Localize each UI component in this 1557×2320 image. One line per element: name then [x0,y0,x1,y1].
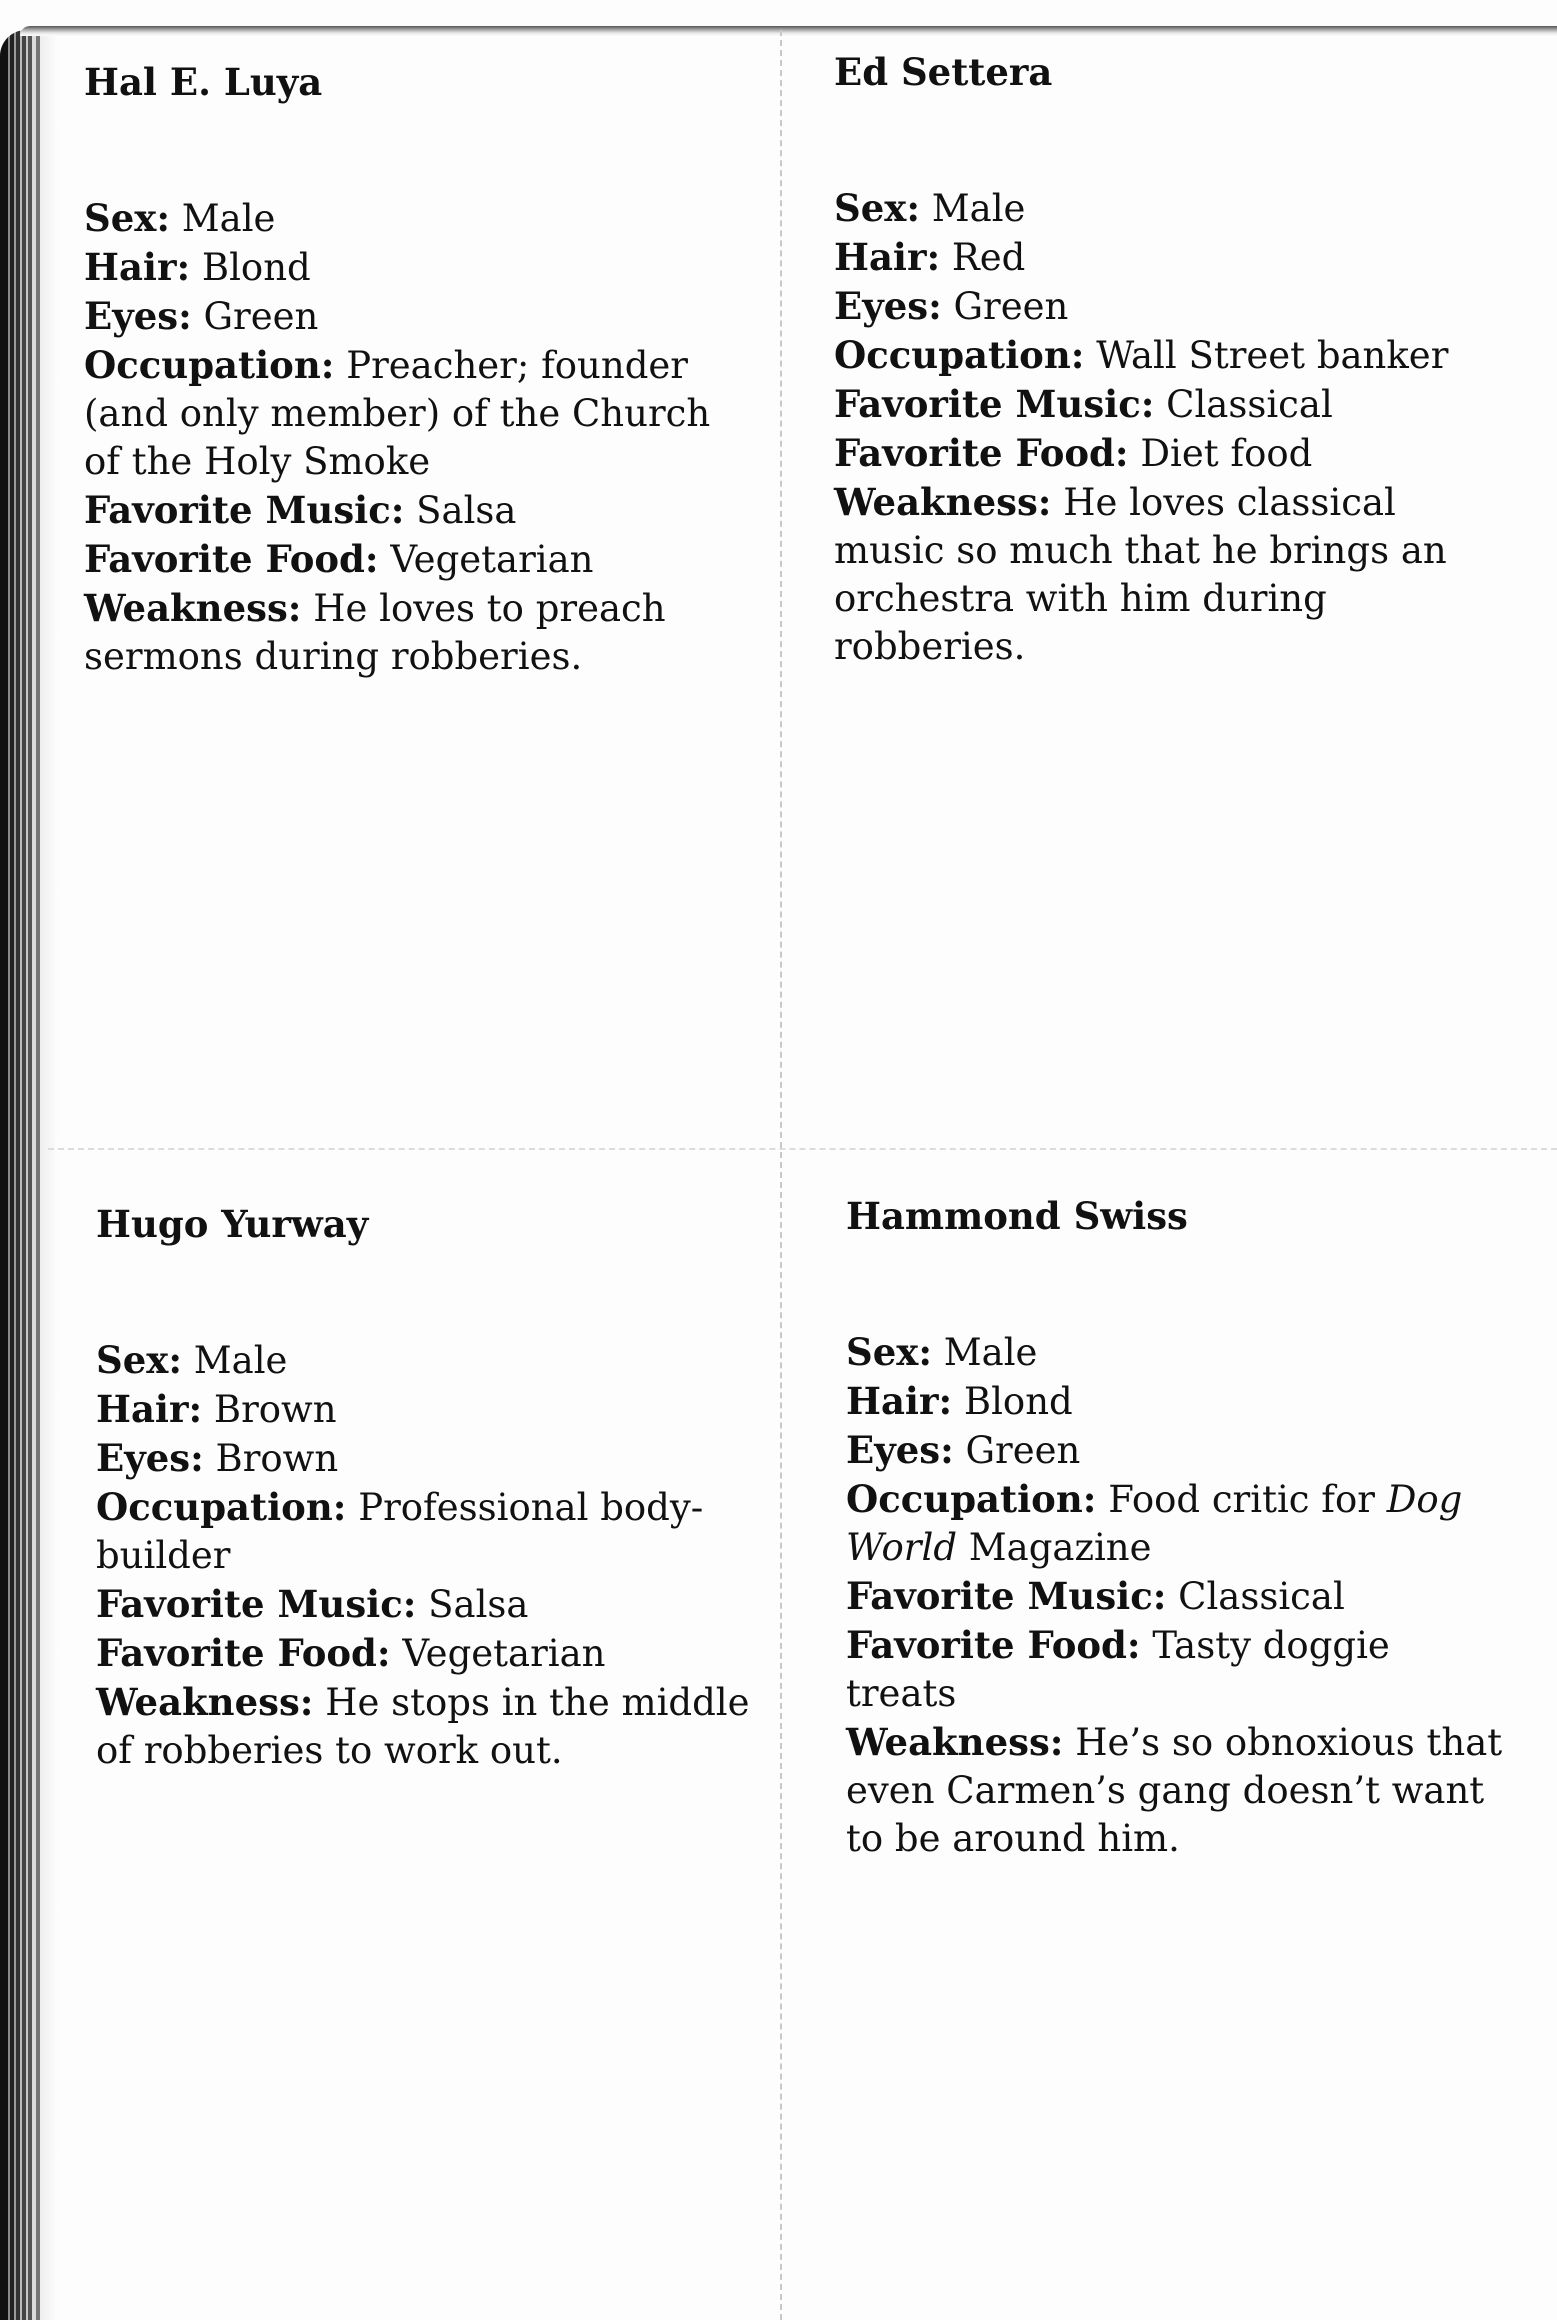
music-value: Classical [1166,383,1333,426]
food-field [834,429,1494,478]
eyes-label: Eyes: [846,1428,954,1472]
sex-label: Sex: [834,186,920,230]
occupation-label: Occupation: [834,333,1085,377]
sex-value: Male [943,1331,1038,1374]
weakness-label: Weakness: [84,586,302,630]
eyes-value: Green [953,285,1069,328]
hair-field [84,243,744,292]
eyes-field [846,1426,1506,1475]
occupation-value-pre: Food critic for [1108,1478,1375,1521]
suspect-name: Ed Settera [834,50,1053,94]
suspect-fields [96,1336,756,1775]
food-field [96,1629,756,1678]
music-value: Salsa [428,1583,529,1626]
page-top-edge [20,26,1557,36]
hair-label: Hair: [834,235,941,279]
weakness-label: Weakness: [846,1720,1064,1764]
suspect-card-hugo-yurway [96,1200,756,1775]
occupation-label: Occupation: [846,1477,1097,1521]
suspect-fields [84,194,744,681]
weakness-field [834,478,1494,671]
suspect-name: Hal E. Luya [84,60,323,104]
occupation-field [96,1483,756,1580]
sex-value: Male [193,1339,288,1382]
sex-label: Sex: [846,1330,932,1374]
magazine-title: Dog World [846,1478,1463,1569]
occupation-field [834,331,1494,380]
binding-edge [0,30,58,2320]
suspect-card-ed-settera [834,48,1494,671]
hair-value: Blond [963,1380,1073,1423]
food-value: Vegetarian [390,538,594,581]
hair-value: Red [951,236,1026,279]
eyes-value: Green [203,295,319,338]
suspect-fields [834,184,1494,671]
eyes-label: Eyes: [84,294,192,338]
eyes-value: Green [965,1429,1081,1472]
music-label: Favorite Music: [84,488,405,532]
eyes-label: Eyes: [96,1436,204,1480]
hair-label: Hair: [846,1379,953,1423]
food-label: Favorite Food: [84,537,379,581]
hair-value: Blond [201,246,311,289]
horizontal-cut-line [48,1148,1557,1150]
hair-field [834,233,1494,282]
occupation-field [84,341,744,486]
food-value: Diet food [1140,432,1313,475]
weakness-value: He stops in the middle of robberies to work out. [96,1681,750,1772]
eyes-value: Brown [215,1437,339,1480]
occupation-label: Occupation: [96,1485,347,1529]
food-value: Vegetarian [402,1632,606,1675]
weakness-value: He loves to preach sermons during robberies. [84,587,666,678]
food-field [84,535,744,584]
food-field [846,1621,1506,1718]
occupation-value-post: Magazine [968,1526,1152,1569]
music-value: Salsa [416,489,517,532]
sex-value: Male [931,187,1026,230]
music-field [96,1580,756,1629]
hair-field [96,1385,756,1434]
occupation-value: Wall Street banker [1096,334,1449,377]
food-label: Favorite Food: [834,431,1129,475]
eyes-field [84,292,744,341]
sex-field [96,1336,756,1385]
weakness-value: He’s so obnoxious that even Carmen’s gang doesn’t want to be around him. [846,1721,1503,1860]
sex-label: Sex: [96,1338,182,1382]
weakness-field [96,1678,756,1775]
vertical-cut-line [780,30,782,2320]
music-label: Favorite Music: [846,1574,1167,1618]
suspect-fields [846,1328,1506,1863]
music-label: Favorite Music: [834,382,1155,426]
eyes-label: Eyes: [834,284,942,328]
suspect-card-hal-e-luya [84,58,744,681]
eyes-field [96,1434,756,1483]
suspect-name: Hugo Yurway [96,1202,369,1246]
music-field [846,1572,1506,1621]
eyes-field [834,282,1494,331]
sex-field [834,184,1494,233]
occupation-field [846,1475,1506,1572]
suspect-name: Hammond Swiss [846,1194,1188,1238]
music-value: Classical [1178,1575,1345,1618]
weakness-label: Weakness: [834,480,1052,524]
occupation-value: Professional body-builder [96,1486,704,1577]
food-value: Tasty doggie treats [846,1624,1390,1715]
weakness-field [84,584,744,681]
occupation-label: Occupation: [84,343,335,387]
hair-label: Hair: [84,245,191,289]
music-field [84,486,744,535]
hair-value: Brown [213,1388,337,1431]
sex-label: Sex: [84,196,170,240]
music-label: Favorite Music: [96,1582,417,1626]
music-field [834,380,1494,429]
weakness-label: Weakness: [96,1680,314,1724]
sex-field [846,1328,1506,1377]
sex-value: Male [181,197,276,240]
weakness-field [846,1718,1506,1863]
weakness-value: He loves classical music so much that he brings an orchestra with him during robberies. [834,481,1447,668]
food-label: Favorite Food: [96,1631,391,1675]
suspect-card-hammond-swiss [846,1192,1506,1863]
sex-field [84,194,744,243]
hair-field [846,1377,1506,1426]
hair-label: Hair: [96,1387,203,1431]
occupation-value: Preacher; founder (and only member) of the Church of the Holy Smoke [84,344,711,483]
food-label: Favorite Food: [846,1623,1141,1667]
